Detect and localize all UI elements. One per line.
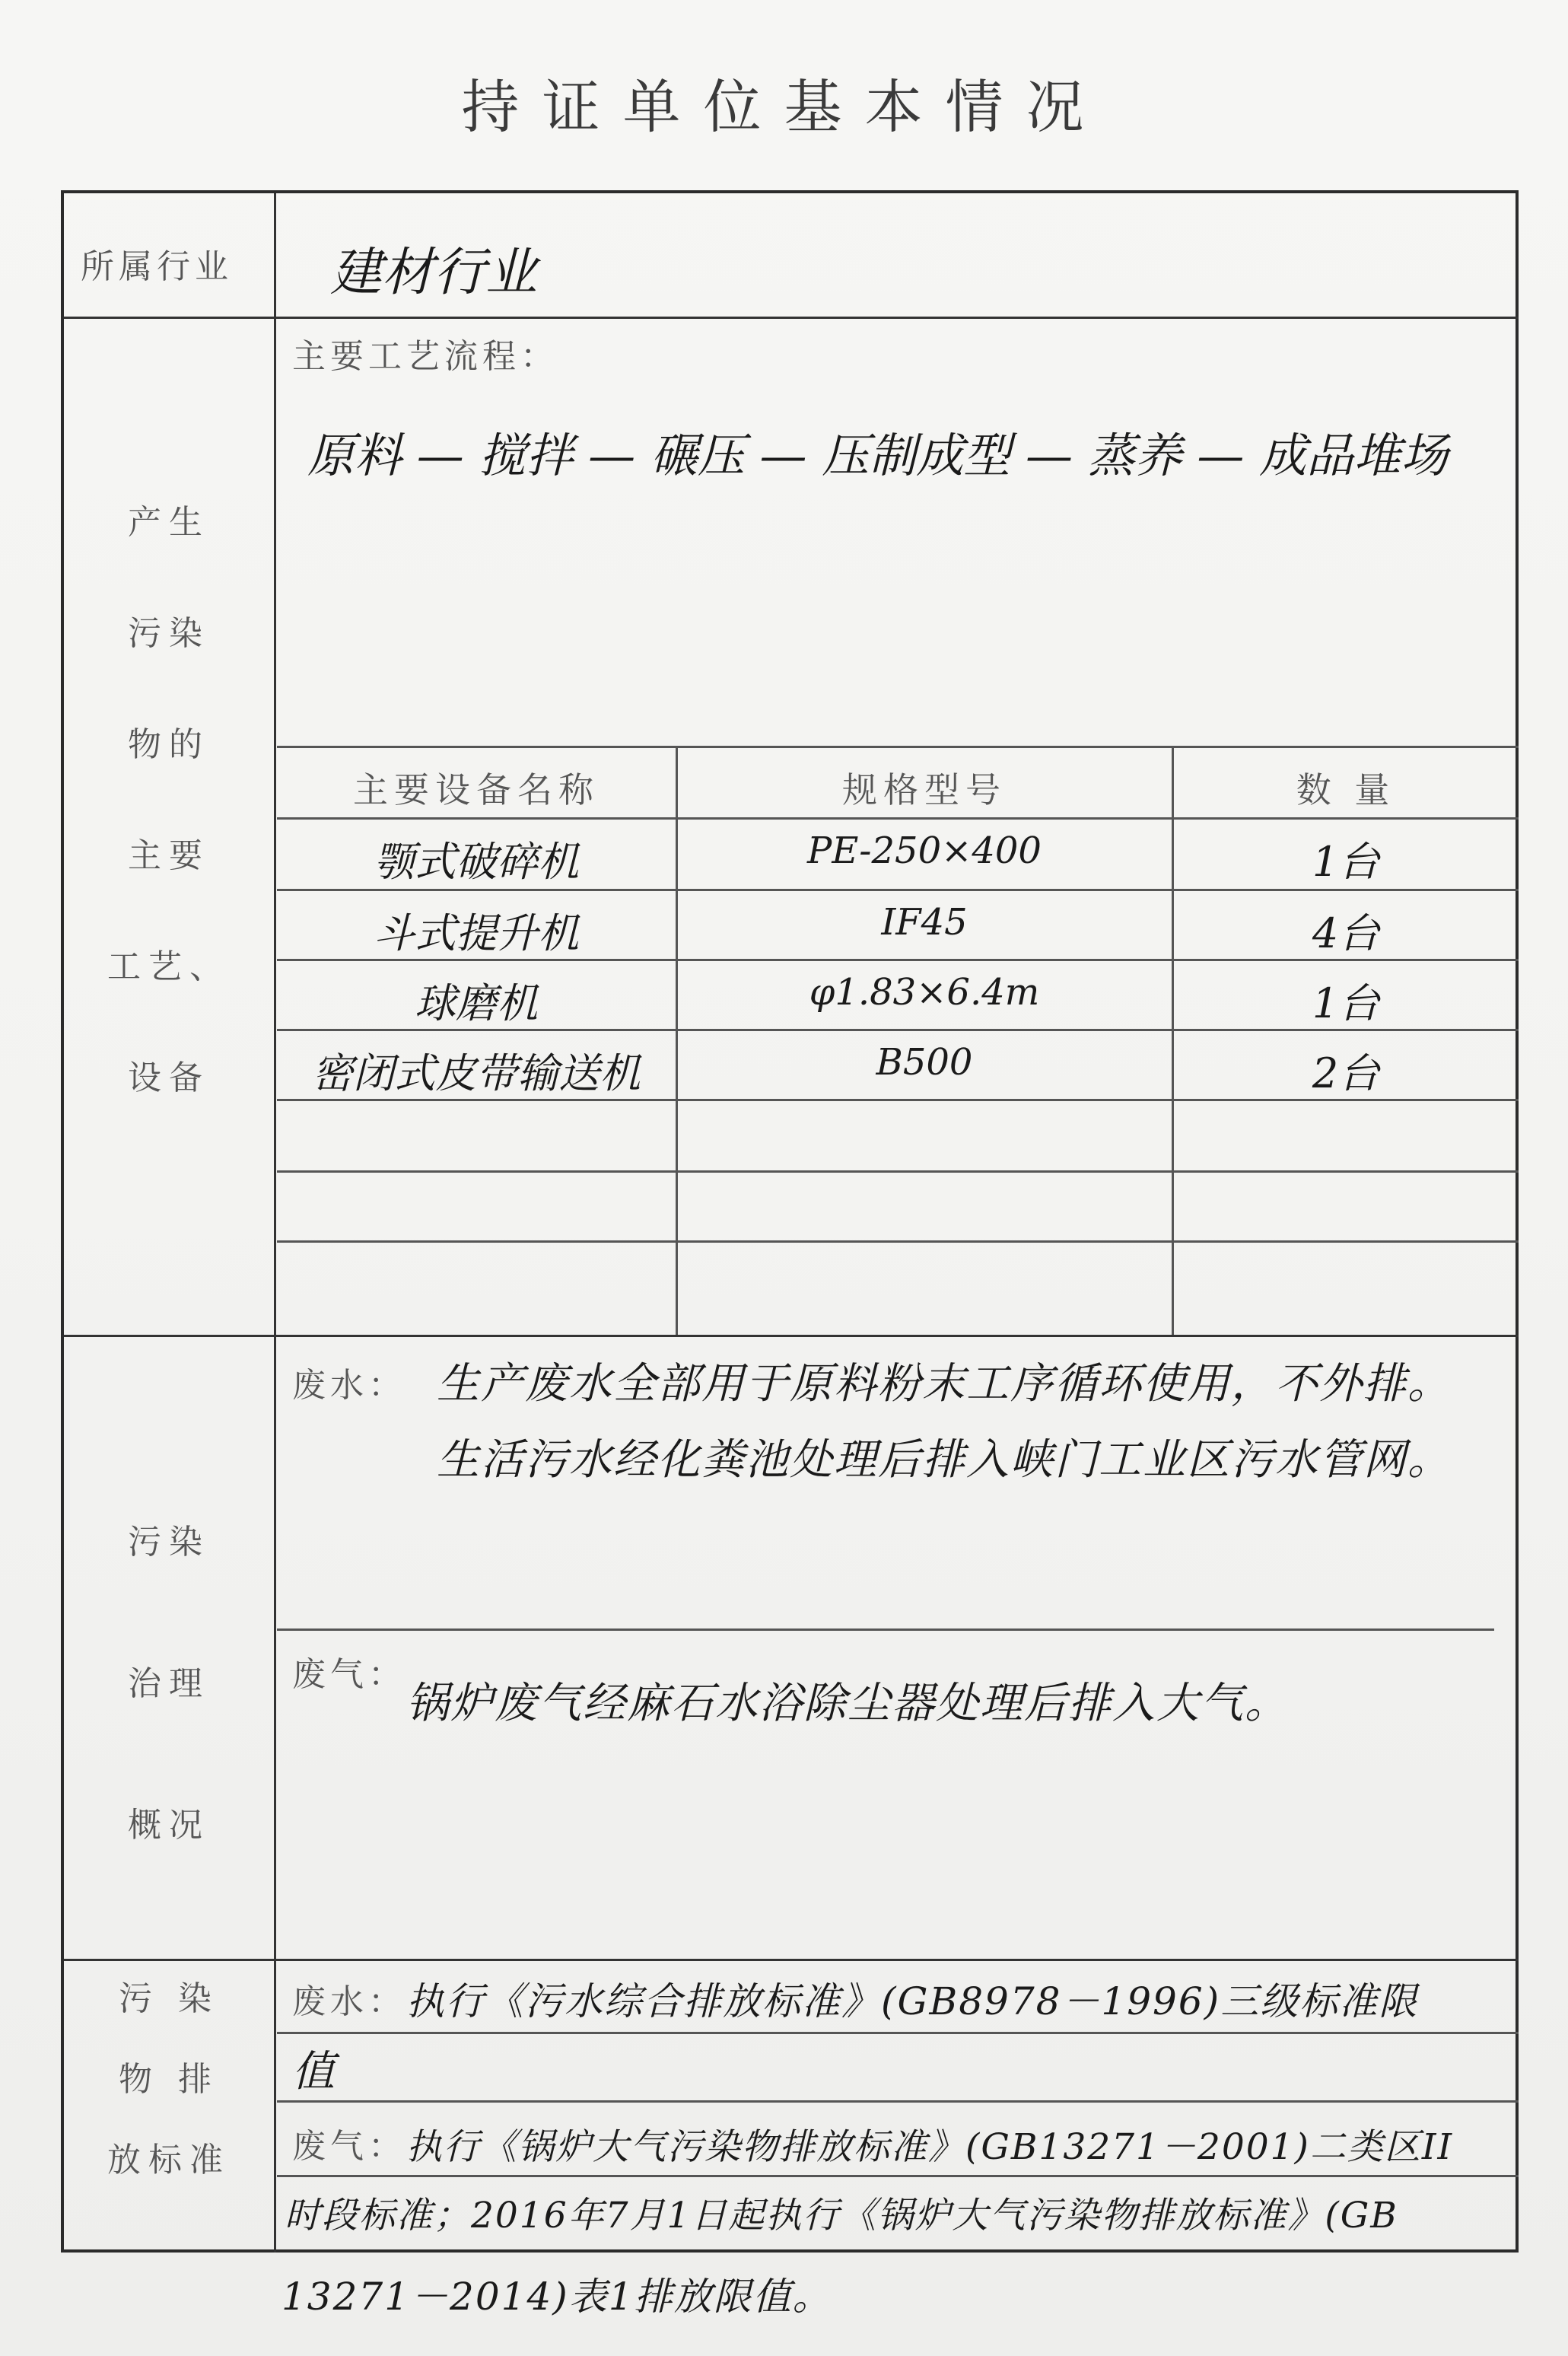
process-side-label: 产生 污染 物的 主要 工艺、 设备 bbox=[107, 503, 231, 1097]
standard-wastewater-line2: 值 bbox=[292, 2047, 336, 2097]
standard-gas-line2: 时段标准；2016年7月1日起执行《锅炉大气污染物排放标准》(GB bbox=[285, 2195, 1398, 2237]
equip-top-line bbox=[277, 746, 1519, 748]
standard-gas-line3: 13271－2014)表1排放限值。 bbox=[281, 2275, 832, 2319]
standard-wastewater-label: 废水： bbox=[292, 1982, 406, 2021]
treatment-wastewater-line1: 生产废水全部用于原料粉末工序循环使用，不外排。 bbox=[437, 1359, 1452, 1409]
treatment-divider bbox=[64, 1959, 1519, 1961]
standard-wastewater-line1: 执行《污水综合排放标准》(GB8978－1996)三级标准限 bbox=[406, 1979, 1419, 2023]
page-title: 持证单位基本情况 bbox=[461, 73, 1107, 141]
treatment-gas-line1: 锅炉废气经麻石水浴除尘器处理后排入大气。 bbox=[406, 1679, 1289, 1728]
label-column-divider bbox=[274, 193, 276, 2253]
standard-side-label: 污 染 物 排 放标准 bbox=[107, 1979, 231, 2179]
industry-value: 建材行业 bbox=[330, 243, 538, 303]
treatment-inner-divider bbox=[277, 1629, 1494, 1631]
industry-divider bbox=[64, 317, 1519, 319]
equip-row-2-name: 斗式提升机 bbox=[374, 909, 579, 957]
equip-row-4-name: 密闭式皮带输送机 bbox=[312, 1049, 641, 1097]
equip-header-qty: 数 量 bbox=[1296, 769, 1396, 810]
process-divider bbox=[64, 1335, 1519, 1337]
treatment-gas-label: 废气： bbox=[292, 1655, 406, 1694]
flow-value: 原料 — 搅拌 — 碾压 — 压制成型 — 蒸养 — 成品堆场 bbox=[307, 428, 1449, 483]
flow-label: 主要工艺流程： bbox=[292, 337, 558, 376]
equip-row-3-spec: φ1.83×6.4m bbox=[809, 971, 1040, 1014]
equip-row-1-spec: PE-250×400 bbox=[807, 829, 1042, 872]
treatment-side-label: 污染 治理 概况 bbox=[128, 1523, 210, 1845]
standard-gas-label: 废气： bbox=[292, 2127, 406, 2166]
equip-row-4-qty: 2台 bbox=[1312, 1049, 1380, 1097]
equip-row-2-spec: IF45 bbox=[881, 901, 968, 944]
equip-header-spec: 规格型号 bbox=[842, 769, 1007, 810]
equip-row-4-spec: B500 bbox=[876, 1041, 973, 1084]
standard-gas-line1: 执行《锅炉大气污染物排放标准》(GB13271－2001)二类区II bbox=[406, 2126, 1454, 2168]
form-table bbox=[61, 190, 1519, 2253]
equip-header-name: 主要设备名称 bbox=[353, 769, 600, 810]
equip-row-1-name: 颚式破碎机 bbox=[374, 838, 579, 886]
industry-label: 所属行业 bbox=[81, 247, 233, 286]
equip-row-1-qty: 1台 bbox=[1312, 838, 1380, 886]
treatment-wastewater-line2: 生活污水经化粪池处理后排入峡门工业区污水管网。 bbox=[437, 1435, 1452, 1485]
equip-row-2-qty: 4台 bbox=[1312, 909, 1380, 957]
treatment-wastewater-label: 废水： bbox=[292, 1366, 406, 1405]
equip-row-3-name: 球磨机 bbox=[415, 979, 538, 1027]
equip-row-3-qty: 1台 bbox=[1312, 979, 1380, 1027]
